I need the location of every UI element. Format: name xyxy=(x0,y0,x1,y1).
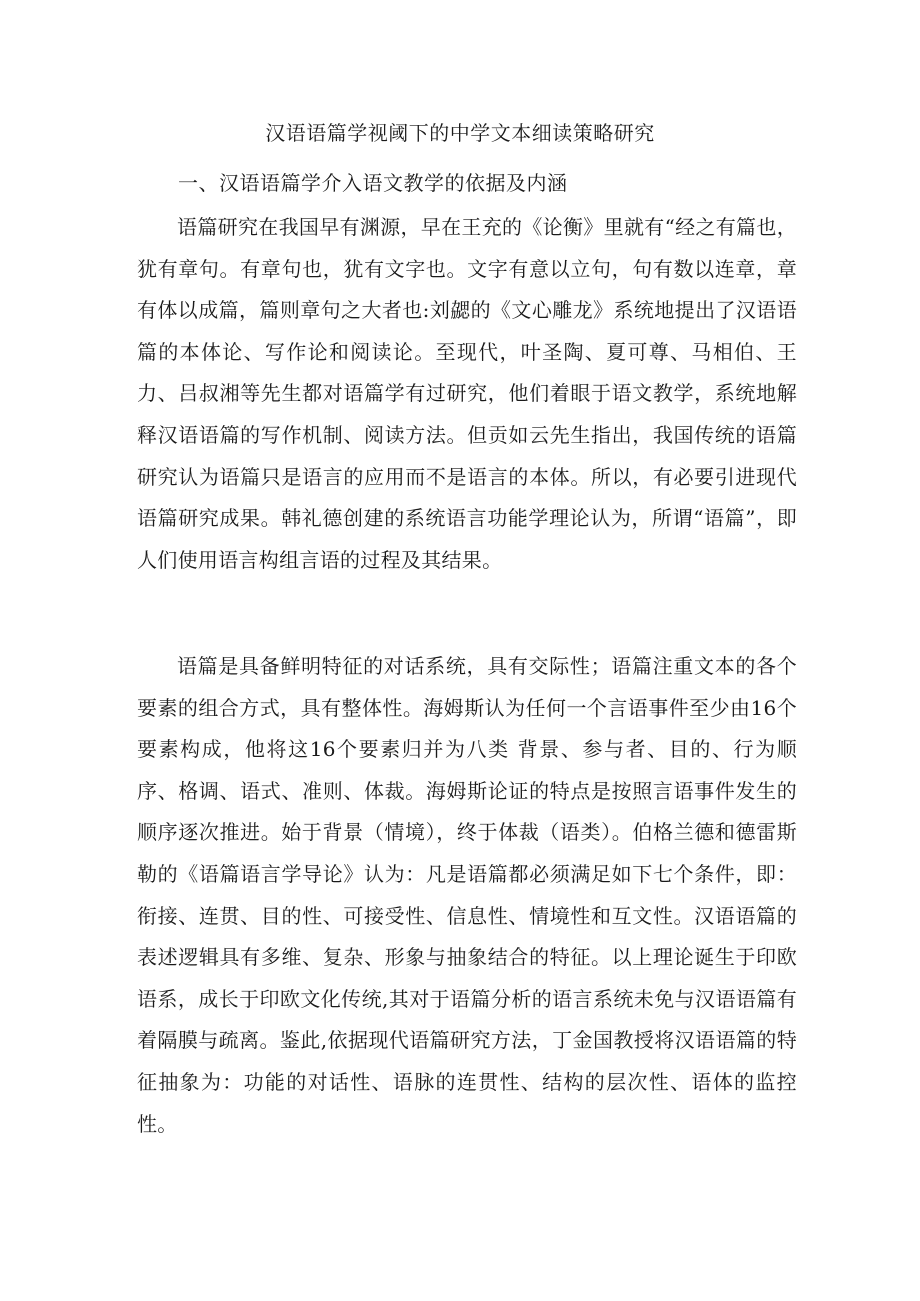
section-heading: 一、汉语语篇学介入语文教学的依据及内涵 xyxy=(178,171,568,195)
paragraph-1: 语篇研究在我国早有渊源，早在王充的《论衡》里就有“经之有篇也，犹有章句。有章句也，犹有文字也。文字有意以立句，句有数以连章，章有体以成篇，篇则章句之大者也:刘勰的《文心雕龙》系统地提出了汉语语篇的本体论、写作论和阅读论。至现代，叶圣陶、夏可尊、马相伯、王力、吕叔湘等先生都对语篇学有过研究，他们着眼于语文教学，系统地解释汉语语篇的写作机制、阅读方法。但贡如云先生指出，我国传统的语篇研究认为语篇只是语言的应用而不是语言的本体。所以，有必要引进现代语篇研究成果。韩礼德创建的系统语言功能学理论认为，所谓“语篇”，即人们使用语言构组言语的过程及其结果。 xyxy=(137,215,797,572)
paragraph-2: 语篇是具备鲜明特征的对话系统，具有交际性；语篇注重文本的各个要素的组合方式，具有整体性。海姆斯认为任何一个言语事件至少由16个要素构成，他将这16个要素归并为八类 背景、参与者、目的、行为顺序、格调、语式、准则、体裁。海姆斯论证的特点是按照言语事件发生的顺序逐次推进。始于背景（情境），终于体裁（语类）。伯格兰德和德雷斯勒的《语篇语言学导论》认为：凡是语篇都必须满足如下七个条件，即：衔接、连贯、目的性、可接受性、信息性、情境性和互文性。汉语语篇的表述逻辑具有多维、复杂、形象与抽象结合的特征。以上理论诞生于印欧语系，成长于印欧文化传统,其对于语篇分析的语言系统未免与汉语语篇有着隔膜与疏离。鉴此,依据现代语篇研究方法，丁金国教授将汉语语篇的特征抽象为：功能的对话性、语脉的连贯性、结构的层次性、语体的监控性。 xyxy=(137,654,797,1136)
document-title: 汉语语篇学视阈下的中学文本细读策略研究 xyxy=(265,121,655,145)
